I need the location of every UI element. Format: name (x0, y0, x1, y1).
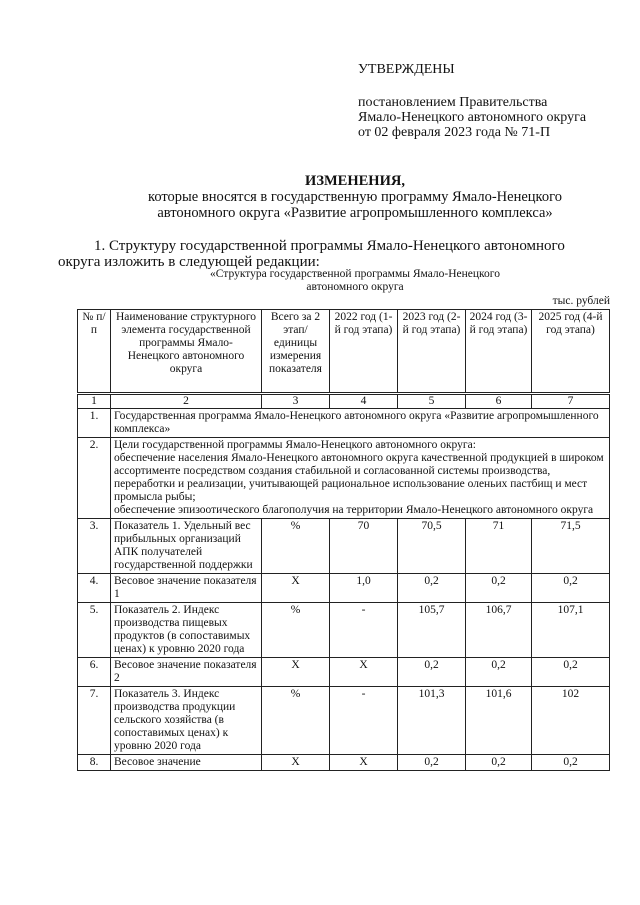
row-number: 3. (78, 519, 111, 574)
row-number: 7. (78, 687, 111, 755)
value-2022: - (330, 603, 398, 658)
value-2023: 101,3 (398, 687, 466, 755)
value-2022: 70 (330, 519, 398, 574)
header-cell-2023: 2023 год (2-й год этапа) (398, 310, 466, 394)
value-2024: 0,2 (466, 574, 532, 603)
document-subtitle-line-1: которые вносятся в государственную программу Ямало-Ненецкого (148, 189, 562, 205)
row-number: 6. (78, 658, 111, 687)
indicator-name: Показатель 1. Удельный вес прибыльных организаций АПК получателей государственной поддержки (111, 519, 262, 574)
indicator-unit: X (262, 658, 330, 687)
column-number: 4 (330, 394, 398, 409)
amendment-paragraph: 1. Структуру государственной программы Ямало-Ненецкого автономного округа изложить в следующей редакции: (58, 238, 565, 270)
indicator-unit: % (262, 687, 330, 755)
value-2023: 70,5 (398, 519, 466, 574)
goals-heading: Цели государственной программы Ямало-Ненецкого автономного округа: (114, 439, 476, 451)
column-number: 7 (532, 394, 610, 409)
table-row (78, 574, 610, 603)
document-subtitle-line-2: автономного округа «Развитие агропромышленного комплекса» (157, 205, 553, 221)
document-title: ИЗМЕНЕНИЯ, (305, 173, 405, 189)
value-2025: 107,1 (532, 603, 610, 658)
column-number: 2 (111, 394, 262, 409)
value-2025: 0,2 (532, 574, 610, 603)
value-2022: - (330, 687, 398, 755)
quote-line-2: автономного округа (306, 281, 404, 293)
row-number: 8. (78, 755, 111, 771)
indicator-name: Весовое значение (111, 755, 262, 771)
indicator-unit: X (262, 755, 330, 771)
table-row (78, 409, 610, 438)
column-number: 1 (78, 394, 111, 409)
value-2024: 0,2 (466, 658, 532, 687)
value-2025: 102 (532, 687, 610, 755)
row-number: 1. (78, 409, 111, 438)
value-2022: X (330, 658, 398, 687)
indicator-unit: % (262, 603, 330, 658)
approval-line-2: Ямало-Ненецкого автономного округа (358, 110, 587, 125)
value-2023: 0,2 (398, 574, 466, 603)
approval-heading: УТВЕРЖДЕНЫ (358, 62, 455, 77)
program-goals-cell (111, 438, 610, 519)
indicator-name: Показатель 2. Индекс производства пищевых продуктов (в сопоставимых ценах) к уровню 2020 года (111, 603, 262, 658)
header-cell-2025: 2025 год (4-й год этапа) (532, 310, 610, 394)
table-row (78, 519, 610, 574)
indicator-name: Показатель 3. Индекс производства продукции сельского хозяйства (в сопоставимых ценах) к уровню 2020 года (111, 687, 262, 755)
goal-item: обеспечение эпизоотического благополучия на территории Ямало-Ненецкого автономного округа (114, 504, 594, 516)
header-cell-name: Наименование структурного элемента государственной программы Ямало-Ненецкого автономного округа (111, 310, 262, 394)
value-2025: 0,2 (532, 755, 610, 771)
indicator-unit: % (262, 519, 330, 574)
header-cell-2022: 2022 год (1-й год этапа) (330, 310, 398, 394)
column-number: 5 (398, 394, 466, 409)
quote-line-1: «Структура государственной программы Ямало-Ненецкого (210, 268, 500, 280)
program-name-cell: Государственная программа Ямало-Ненецкого автономного округа «Развитие агропромышленного комплекса» (111, 409, 610, 438)
row-number: 4. (78, 574, 111, 603)
column-number-row (78, 394, 610, 409)
indicator-unit: X (262, 574, 330, 603)
units-label: тыс. рублей (552, 295, 610, 307)
header-cell-total: Всего за 2 этап/ единицы измерения показателя (262, 310, 330, 394)
header-cell-number: № п/п (78, 310, 111, 394)
value-2023: 0,2 (398, 755, 466, 771)
value-2023: 0,2 (398, 658, 466, 687)
approval-line-1: постановлением Правительства (358, 95, 548, 110)
table-header-row (78, 310, 610, 394)
value-2024: 106,7 (466, 603, 532, 658)
value-2022: X (330, 755, 398, 771)
value-2023: 105,7 (398, 603, 466, 658)
table-row (78, 687, 610, 755)
value-2025: 71,5 (532, 519, 610, 574)
indicator-name: Весовое значение показателя 1 (111, 574, 262, 603)
header-cell-2024: 2024 год (3-й год этапа) (466, 310, 532, 394)
program-structure-table (77, 309, 610, 771)
approval-line-3: от 02 февраля 2023 года № 71-П (358, 125, 551, 140)
value-2022: 1,0 (330, 574, 398, 603)
column-number: 3 (262, 394, 330, 409)
value-2024: 101,6 (466, 687, 532, 755)
value-2024: 71 (466, 519, 532, 574)
table-row (78, 438, 610, 519)
table-row (78, 603, 610, 658)
indicator-name: Весовое значение показателя 2 (111, 658, 262, 687)
column-number: 6 (466, 394, 532, 409)
table-row (78, 755, 610, 771)
goal-item: обеспечение населения Ямало-Ненецкого автономного округа качественной продукцией в широком ассортименте посредством создания стабильной и согласованной системы производства, переработки и реализации, учитывающей рациональное использование оленьих пастбищ и мест промысла рыбы; (114, 452, 604, 503)
value-2025: 0,2 (532, 658, 610, 687)
row-number: 2. (78, 438, 111, 519)
value-2024: 0,2 (466, 755, 532, 771)
row-number: 5. (78, 603, 111, 658)
table-row (78, 658, 610, 687)
